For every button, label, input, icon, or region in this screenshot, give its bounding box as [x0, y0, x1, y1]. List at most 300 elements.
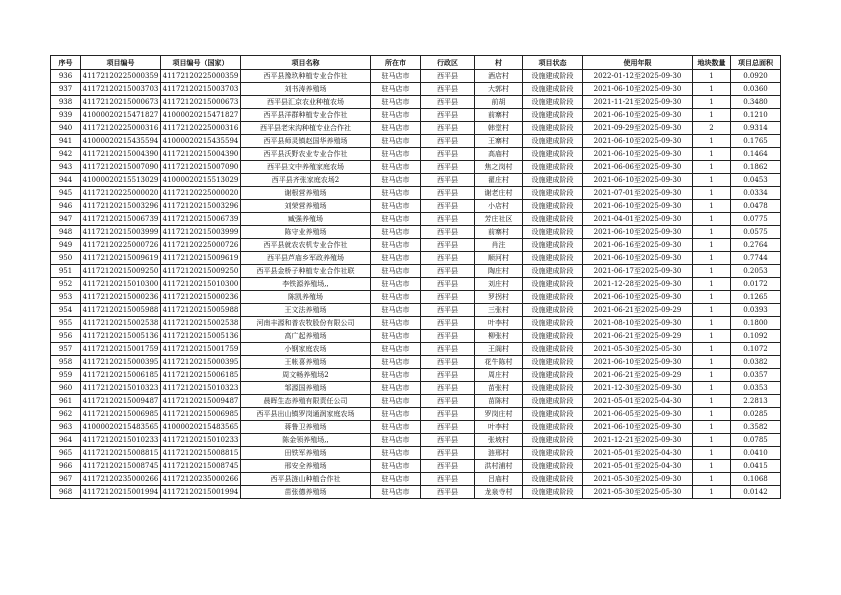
table-row — [51, 239, 781, 252]
cell-project-name: 邹源国养殖场 — [241, 382, 371, 395]
cell-district: 西平县 — [421, 148, 475, 161]
cell-plot-count: 1 — [693, 265, 731, 278]
cell-term: 2021-06-10至2025-09-30 — [583, 83, 693, 96]
cell-project-name: 西平县汇京农业种植农场 — [241, 96, 371, 109]
cell-index: 952 — [51, 278, 81, 291]
cell-plot-count: 1 — [693, 486, 731, 499]
cell-project-name: 西平县沃野农业专业合作社 — [241, 148, 371, 161]
cell-project-name: 西平县文中养殖家庭农场 — [241, 161, 371, 174]
cell-status: 设施建成阶段 — [523, 330, 583, 343]
cell-village: 王寨村 — [475, 135, 523, 148]
cell-national-id: 41172120235000266 — [161, 473, 241, 486]
cell-village: 翟庄村 — [475, 174, 523, 187]
cell-project-name: 谢根营养殖场 — [241, 187, 371, 200]
cell-city: 驻马店市 — [371, 96, 421, 109]
cell-national-id: 41172120215002538 — [161, 317, 241, 330]
cell-index: 958 — [51, 356, 81, 369]
cell-term: 2021-06-10至2025-09-30 — [583, 200, 693, 213]
cell-city: 驻马店市 — [371, 369, 421, 382]
cell-district: 西平县 — [421, 434, 475, 447]
cell-term: 2022-01-12至2025-09-30 — [583, 70, 693, 83]
cell-district: 西平县 — [421, 382, 475, 395]
cell-city: 驻马店市 — [371, 239, 421, 252]
cell-index: 956 — [51, 330, 81, 343]
cell-status: 设施建成阶段 — [523, 317, 583, 330]
cell-index: 938 — [51, 96, 81, 109]
table-header-row — [51, 56, 781, 70]
cell-status: 设施建成阶段 — [523, 252, 583, 265]
cell-total-area: 0.0478 — [731, 200, 781, 213]
cell-total-area: 0.0172 — [731, 278, 781, 291]
cell-project-name: 李铁源养殖场,, — [241, 278, 371, 291]
cell-project-name: 陈凯养殖场 — [241, 291, 371, 304]
cell-project-id: 41172120215001994 — [81, 486, 161, 499]
cell-national-id: 41172120215006185 — [161, 369, 241, 382]
cell-total-area: 0.0285 — [731, 408, 781, 421]
cell-status: 设施建成阶段 — [523, 408, 583, 421]
cell-term: 2021-06-10至2025-09-30 — [583, 421, 693, 434]
cell-city: 驻马店市 — [371, 486, 421, 499]
cell-index: 936 — [51, 70, 81, 83]
cell-plot-count: 1 — [693, 187, 731, 200]
table-row — [51, 226, 781, 239]
table-row — [51, 265, 781, 278]
cell-project-name: 蒋鲁卫养殖场 — [241, 421, 371, 434]
cell-city: 驻马店市 — [371, 109, 421, 122]
table-row — [51, 83, 781, 96]
cell-total-area: 0.0575 — [731, 226, 781, 239]
header-national-id: 项目编号（国家） — [161, 56, 241, 70]
cell-district: 西平县 — [421, 317, 475, 330]
cell-village: 酒店村 — [475, 70, 523, 83]
cell-city: 驻马店市 — [371, 83, 421, 96]
table-row — [51, 486, 781, 499]
cell-national-id: 41172120215006985 — [161, 408, 241, 421]
cell-total-area: 0.0334 — [731, 187, 781, 200]
cell-national-id: 41000020215435594 — [161, 135, 241, 148]
header-term: 使用年限 — [583, 56, 693, 70]
cell-status: 设施建成阶段 — [523, 70, 583, 83]
cell-total-area: 0.7744 — [731, 252, 781, 265]
cell-village: 柳张村 — [475, 330, 523, 343]
cell-village: 王阁村 — [475, 343, 523, 356]
cell-total-area: 0.1092 — [731, 330, 781, 343]
cell-village: 前寨村 — [475, 226, 523, 239]
cell-term: 2021-05-01至2025-04-30 — [583, 395, 693, 408]
cell-total-area: 0.1765 — [731, 135, 781, 148]
table-row — [51, 356, 781, 369]
cell-project-id: 41172120215005136 — [81, 330, 161, 343]
cell-term: 2021-07-01至2025-09-30 — [583, 187, 693, 200]
cell-term: 2021-06-17至2025-09-30 — [583, 265, 693, 278]
cell-national-id: 41172120215000673 — [161, 96, 241, 109]
cell-total-area: 0.0357 — [731, 369, 781, 382]
cell-national-id: 41172120215005988 — [161, 304, 241, 317]
cell-index: 953 — [51, 291, 81, 304]
cell-district: 西平县 — [421, 447, 475, 460]
cell-term: 2021-06-10至2025-09-30 — [583, 356, 693, 369]
cell-village: 叶李村 — [475, 317, 523, 330]
cell-term: 2021-11-21至2025-09-30 — [583, 96, 693, 109]
cell-status: 设施建成阶段 — [523, 382, 583, 395]
cell-national-id: 41172120215007090 — [161, 161, 241, 174]
cell-project-name: 陈金领养殖场,, — [241, 434, 371, 447]
cell-village: 前胡 — [475, 96, 523, 109]
cell-project-id: 41172120215006185 — [81, 369, 161, 382]
cell-plot-count: 1 — [693, 213, 731, 226]
cell-total-area: 0.3582 — [731, 421, 781, 434]
cell-project-name: 西平县芦庙乡军政养殖场 — [241, 252, 371, 265]
cell-plot-count: 1 — [693, 226, 731, 239]
cell-status: 设施建成阶段 — [523, 109, 583, 122]
cell-national-id: 41172120215001759 — [161, 343, 241, 356]
cell-plot-count: 1 — [693, 174, 731, 187]
cell-national-id: 41172120215009250 — [161, 265, 241, 278]
cell-national-id: 41000020215483565 — [161, 421, 241, 434]
cell-district: 西平县 — [421, 109, 475, 122]
cell-total-area: 0.0142 — [731, 486, 781, 499]
cell-term: 2021-05-30至2025-09-30 — [583, 473, 693, 486]
cell-city: 驻马店市 — [371, 265, 421, 278]
cell-project-id: 41172120215008745 — [81, 460, 161, 473]
cell-district: 西平县 — [421, 356, 475, 369]
cell-district: 西平县 — [421, 408, 475, 421]
cell-index: 939 — [51, 109, 81, 122]
cell-total-area: 0.1210 — [731, 109, 781, 122]
spreadsheet-page — [50, 55, 780, 499]
cell-index: 964 — [51, 434, 81, 447]
cell-status: 设施建成阶段 — [523, 200, 583, 213]
cell-district: 西平县 — [421, 343, 475, 356]
cell-status: 设施建成阶段 — [523, 291, 583, 304]
cell-project-id: 41000020215471827 — [81, 109, 161, 122]
cell-national-id: 41172120215010323 — [161, 382, 241, 395]
cell-status: 设施建成阶段 — [523, 148, 583, 161]
cell-national-id: 41172120215000236 — [161, 291, 241, 304]
cell-city: 驻马店市 — [371, 408, 421, 421]
cell-city: 驻马店市 — [371, 343, 421, 356]
cell-total-area: 0.1464 — [731, 148, 781, 161]
cell-project-name: 刘书涛养殖场 — [241, 83, 371, 96]
cell-project-id: 41172120215007090 — [81, 161, 161, 174]
cell-status: 设施建成阶段 — [523, 304, 583, 317]
cell-status: 设施建成阶段 — [523, 187, 583, 200]
cell-city: 驻马店市 — [371, 434, 421, 447]
cell-status: 设施建成阶段 — [523, 122, 583, 135]
cell-district: 西平县 — [421, 226, 475, 239]
cell-term: 2021-06-10至2025-09-30 — [583, 135, 693, 148]
cell-national-id: 41172120215003999 — [161, 226, 241, 239]
cell-total-area: 0.0382 — [731, 356, 781, 369]
cell-village: 焦之岗村 — [475, 161, 523, 174]
cell-district: 西平县 — [421, 70, 475, 83]
cell-project-name: 晨晖生态养殖有限责任公司 — [241, 395, 371, 408]
cell-status: 设施建成阶段 — [523, 343, 583, 356]
cell-project-name: 王文法养殖场 — [241, 304, 371, 317]
cell-status: 设施建成阶段 — [523, 213, 583, 226]
cell-project-id: 41000020215435594 — [81, 135, 161, 148]
cell-plot-count: 1 — [693, 83, 731, 96]
cell-district: 西平县 — [421, 369, 475, 382]
cell-project-id: 41172120215009250 — [81, 265, 161, 278]
header-village: 村 — [475, 56, 523, 70]
cell-project-name: 高广起养殖场 — [241, 330, 371, 343]
cell-village: 叶李村 — [475, 421, 523, 434]
cell-total-area: 0.0393 — [731, 304, 781, 317]
cell-index: 942 — [51, 148, 81, 161]
cell-term: 2021-09-29至2025-09-30 — [583, 122, 693, 135]
cell-term: 2021-12-30至2025-09-30 — [583, 382, 693, 395]
cell-city: 驻马店市 — [371, 473, 421, 486]
header-total-area: 项目总面积 — [731, 56, 781, 70]
cell-city: 驻马店市 — [371, 395, 421, 408]
cell-village: 张坡村 — [475, 434, 523, 447]
cell-plot-count: 1 — [693, 434, 731, 447]
cell-village: 罗拐村 — [475, 291, 523, 304]
cell-national-id: 41172120215010300 — [161, 278, 241, 291]
cell-index: 943 — [51, 161, 81, 174]
cell-term: 2021-06-10至2025-09-30 — [583, 252, 693, 265]
table-row — [51, 330, 781, 343]
cell-project-name: 王帐喜养殖场 — [241, 356, 371, 369]
table-row — [51, 382, 781, 395]
cell-status: 设施建成阶段 — [523, 460, 583, 473]
cell-project-id: 41172120215003296 — [81, 200, 161, 213]
cell-village: 韩堂村 — [475, 122, 523, 135]
cell-city: 驻马店市 — [371, 135, 421, 148]
cell-term: 2021-06-10至2025-09-30 — [583, 109, 693, 122]
cell-total-area: 0.0353 — [731, 382, 781, 395]
cell-term: 2021-06-10至2025-09-30 — [583, 174, 693, 187]
cell-index: 967 — [51, 473, 81, 486]
cell-national-id: 41172120215008815 — [161, 447, 241, 460]
table-row — [51, 96, 781, 109]
table-row — [51, 317, 781, 330]
cell-project-name: 西平县齐张家庭农场2 — [241, 174, 371, 187]
cell-project-id: 41172120235000266 — [81, 473, 161, 486]
cell-district: 西平县 — [421, 122, 475, 135]
cell-project-name: 陈守业养殖场 — [241, 226, 371, 239]
cell-project-name: 西平县老宋沟种植专业合作社 — [241, 122, 371, 135]
cell-village: 三张村 — [475, 304, 523, 317]
cell-status: 设施建成阶段 — [523, 447, 583, 460]
table-row — [51, 135, 781, 148]
cell-total-area: 0.1800 — [731, 317, 781, 330]
cell-plot-count: 1 — [693, 109, 731, 122]
cell-status: 设施建成阶段 — [523, 434, 583, 447]
cell-status: 设施建成阶段 — [523, 226, 583, 239]
cell-term: 2021-05-01至2025-04-30 — [583, 460, 693, 473]
cell-city: 驻马店市 — [371, 122, 421, 135]
cell-project-id: 41172120225000020 — [81, 187, 161, 200]
cell-district: 西平县 — [421, 421, 475, 434]
cell-city: 驻马店市 — [371, 252, 421, 265]
cell-district: 西平县 — [421, 265, 475, 278]
cell-index: 940 — [51, 122, 81, 135]
cell-total-area: 0.0920 — [731, 70, 781, 83]
cell-national-id: 41172120225000726 — [161, 239, 241, 252]
cell-term: 2021-05-01至2025-04-30 — [583, 447, 693, 460]
cell-total-area: 0.9314 — [731, 122, 781, 135]
cell-total-area: 0.0775 — [731, 213, 781, 226]
cell-project-name: 臧强养殖场 — [241, 213, 371, 226]
cell-district: 西平县 — [421, 161, 475, 174]
cell-plot-count: 1 — [693, 161, 731, 174]
header-index: 序号 — [51, 56, 81, 70]
cell-national-id: 41172120225000020 — [161, 187, 241, 200]
cell-term: 2021-08-10至2025-09-30 — [583, 317, 693, 330]
cell-city: 驻马店市 — [371, 174, 421, 187]
cell-status: 设施建成阶段 — [523, 96, 583, 109]
cell-city: 驻马店市 — [371, 356, 421, 369]
cell-district: 西平县 — [421, 304, 475, 317]
cell-term: 2021-06-10至2025-09-30 — [583, 291, 693, 304]
cell-index: 961 — [51, 395, 81, 408]
cell-project-name: 周文畅养殖场2 — [241, 369, 371, 382]
table-row — [51, 291, 781, 304]
cell-city: 驻马店市 — [371, 70, 421, 83]
cell-district: 西平县 — [421, 213, 475, 226]
cell-status: 设施建成阶段 — [523, 161, 583, 174]
cell-village: 吕庙村 — [475, 473, 523, 486]
cell-plot-count: 1 — [693, 408, 731, 421]
cell-national-id: 41172120215009619 — [161, 252, 241, 265]
cell-term: 2021-06-21至2025-09-29 — [583, 369, 693, 382]
cell-term: 2021-05-30至2025-05-30 — [583, 343, 693, 356]
cell-total-area: 2.2813 — [731, 395, 781, 408]
cell-project-name: 河南丰源和普农牧股份有限公司 — [241, 317, 371, 330]
cell-status: 设施建成阶段 — [523, 356, 583, 369]
table-row — [51, 109, 781, 122]
cell-project-name: 田铁军养殖场 — [241, 447, 371, 460]
cell-project-id: 41172120215006739 — [81, 213, 161, 226]
cell-city: 驻马店市 — [371, 421, 421, 434]
cell-project-id: 41172120215004390 — [81, 148, 161, 161]
cell-city: 驻马店市 — [371, 278, 421, 291]
cell-index: 965 — [51, 447, 81, 460]
cell-term: 2021-06-05至2025-09-30 — [583, 408, 693, 421]
table-row — [51, 434, 781, 447]
cell-project-id: 41000020215483565 — [81, 421, 161, 434]
cell-village: 顺河村 — [475, 252, 523, 265]
cell-city: 驻马店市 — [371, 148, 421, 161]
table-row — [51, 161, 781, 174]
cell-village: 高庙村 — [475, 148, 523, 161]
cell-village: 罗岗庄村 — [475, 408, 523, 421]
cell-term: 2021-04-01至2025-09-30 — [583, 213, 693, 226]
project-table — [50, 55, 781, 499]
cell-city: 驻马店市 — [371, 226, 421, 239]
cell-total-area: 0.3480 — [731, 96, 781, 109]
cell-project-name: 西平县洋群种植专业合作社 — [241, 109, 371, 122]
cell-district: 西平县 — [421, 486, 475, 499]
table-row — [51, 148, 781, 161]
cell-city: 驻马店市 — [371, 304, 421, 317]
cell-plot-count: 1 — [693, 330, 731, 343]
cell-village: 刘庄村 — [475, 278, 523, 291]
cell-project-id: 41172120225000726 — [81, 239, 161, 252]
cell-national-id: 41172120215003296 — [161, 200, 241, 213]
cell-national-id: 41172120215006739 — [161, 213, 241, 226]
cell-project-name: 小钢家庭农场 — [241, 343, 371, 356]
cell-project-id: 41172120215000673 — [81, 96, 161, 109]
cell-index: 966 — [51, 460, 81, 473]
cell-village: 前寨村 — [475, 109, 523, 122]
cell-village: 苗陈村 — [475, 395, 523, 408]
cell-district: 西平县 — [421, 200, 475, 213]
cell-project-id: 41172120225000316 — [81, 122, 161, 135]
cell-index: 948 — [51, 226, 81, 239]
cell-city: 驻马店市 — [371, 447, 421, 460]
cell-project-id: 41172120215010233 — [81, 434, 161, 447]
cell-city: 驻马店市 — [371, 291, 421, 304]
table-row — [51, 200, 781, 213]
cell-index: 951 — [51, 265, 81, 278]
cell-national-id: 41172120215005136 — [161, 330, 241, 343]
cell-total-area: 0.1862 — [731, 161, 781, 174]
cell-city: 驻马店市 — [371, 213, 421, 226]
cell-project-name: 西平县出山镇罗岗通润家庭农场 — [241, 408, 371, 421]
cell-index: 968 — [51, 486, 81, 499]
cell-village: 大郭村 — [475, 83, 523, 96]
cell-district: 西平县 — [421, 460, 475, 473]
cell-plot-count: 1 — [693, 447, 731, 460]
cell-project-id: 41172120215009487 — [81, 395, 161, 408]
cell-plot-count: 1 — [693, 460, 731, 473]
cell-plot-count: 1 — [693, 304, 731, 317]
cell-total-area: 0.0785 — [731, 434, 781, 447]
cell-village: 小店村 — [475, 200, 523, 213]
cell-village: 洪村浦村 — [475, 460, 523, 473]
cell-status: 设施建成阶段 — [523, 174, 583, 187]
cell-project-id: 41172120215003999 — [81, 226, 161, 239]
cell-city: 驻马店市 — [371, 187, 421, 200]
cell-index: 944 — [51, 174, 81, 187]
cell-city: 驻马店市 — [371, 161, 421, 174]
cell-project-name: 苗张德养殖场 — [241, 486, 371, 499]
cell-index: 959 — [51, 369, 81, 382]
cell-village: 花牛陈村 — [475, 356, 523, 369]
cell-plot-count: 1 — [693, 382, 731, 395]
cell-project-name: 西平县涟山种植合作社 — [241, 473, 371, 486]
table-row — [51, 369, 781, 382]
cell-plot-count: 1 — [693, 369, 731, 382]
cell-plot-count: 1 — [693, 148, 731, 161]
cell-status: 设施建成阶段 — [523, 473, 583, 486]
cell-project-id: 41172120215000395 — [81, 356, 161, 369]
cell-total-area: 0.1068 — [731, 473, 781, 486]
cell-project-name: 西平县师灵镇赵国华养殖场 — [241, 135, 371, 148]
cell-index: 960 — [51, 382, 81, 395]
cell-project-name: 邢安全养殖场 — [241, 460, 371, 473]
cell-term: 2021-12-28至2025-09-30 — [583, 278, 693, 291]
cell-plot-count: 1 — [693, 70, 731, 83]
cell-plot-count: 2 — [693, 122, 731, 135]
table-row — [51, 343, 781, 356]
cell-project-id: 41172120215010323 — [81, 382, 161, 395]
cell-district: 西平县 — [421, 330, 475, 343]
cell-term: 2021-05-30至2025-05-30 — [583, 486, 693, 499]
cell-project-id: 41172120225000359 — [81, 70, 161, 83]
cell-index: 957 — [51, 343, 81, 356]
cell-national-id: 41172120225000316 — [161, 122, 241, 135]
table-row — [51, 213, 781, 226]
cell-index: 946 — [51, 200, 81, 213]
cell-status: 设施建成阶段 — [523, 265, 583, 278]
cell-status: 设施建成阶段 — [523, 486, 583, 499]
table-row — [51, 174, 781, 187]
cell-project-name: 西平县豫玖种植专业合作社 — [241, 70, 371, 83]
